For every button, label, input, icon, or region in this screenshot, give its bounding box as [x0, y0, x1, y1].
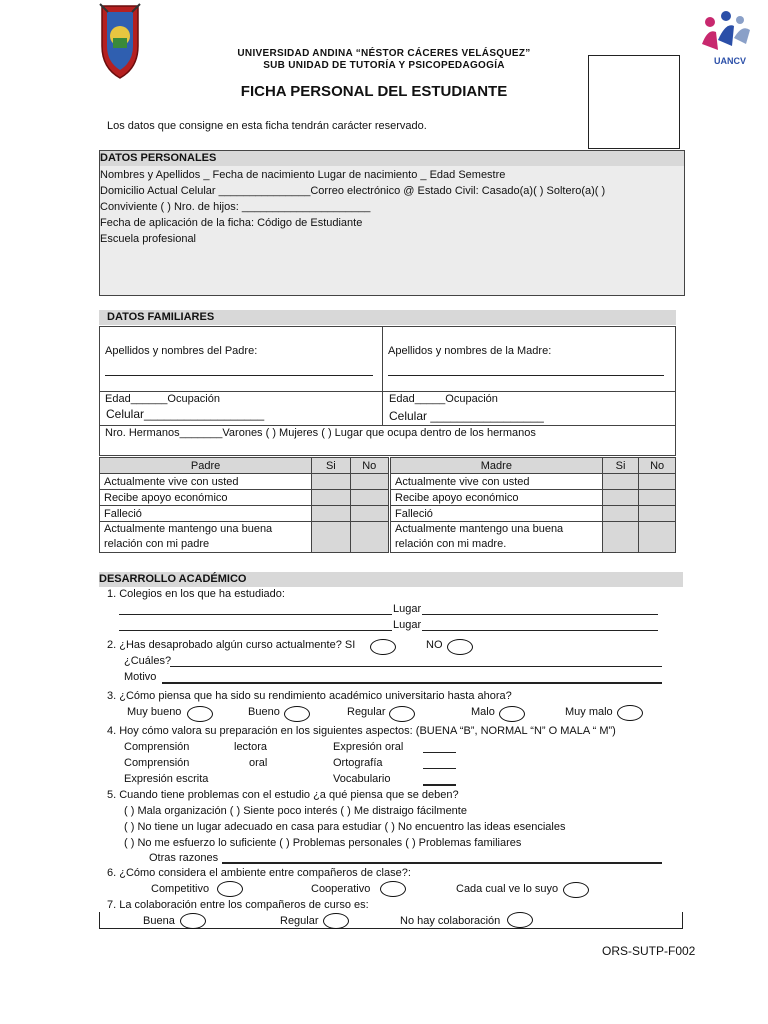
q3-good-oval[interactable]: [284, 706, 310, 722]
mother-row-relation: Actualmente mantengo una buena: [395, 523, 564, 535]
q5-problems: 5. Cuando tiene problemas con el estudio ¿a qué piensa que se deben?: [107, 789, 459, 801]
q3-opt-good: Bueno: [248, 706, 280, 718]
q4-reading-2: lectora: [234, 741, 268, 753]
mother-relation-no[interactable]: [639, 522, 676, 553]
father-name-label: Apellidos y nombres del Padre:: [105, 345, 258, 357]
siblings-line: Nro. Hermanos_______Varones ( ) Mujeres ( ) Lugar que ocupa dentro de los hermanos: [105, 427, 536, 439]
father-si-header: Si: [312, 458, 350, 474]
q6-competitive-oval[interactable]: [217, 881, 243, 897]
parents-hline: [100, 391, 675, 392]
mother-support-no[interactable]: [639, 490, 676, 506]
mother-deceased-si[interactable]: [602, 506, 639, 522]
confidentiality-notice: Los datos que consigne en esta ficha tendrán carácter reservado.: [107, 120, 427, 132]
father-row-deceased: Falleció: [100, 506, 312, 522]
q4-spelling: Ortografía: [333, 757, 383, 769]
q2-reason-line[interactable]: [162, 682, 662, 684]
father-row-relation-2: relación con mi padre: [104, 538, 210, 550]
parents-divider: [382, 327, 383, 425]
unit-name: SUB UNIDAD DE TUTORÍA Y PSICOPEDAGOGÍA: [263, 60, 505, 71]
photo-box: [588, 55, 680, 149]
q4-writing: Expresión escrita: [124, 773, 209, 785]
mother-col-header: Madre: [391, 458, 603, 474]
personal-data-section: [99, 150, 685, 296]
q2-failed-course: 2. ¿Has desaprobado algún curso actualmente? SI: [107, 639, 356, 651]
uancv-logo-text: UANCV: [714, 56, 747, 66]
siblings-hline: [100, 425, 675, 426]
father-row-support: Recibe apoyo económico: [100, 490, 312, 506]
father-support-si[interactable]: [312, 490, 350, 506]
father-relation-no[interactable]: [350, 522, 389, 553]
father-age-occupation: Edad______Ocupación: [105, 393, 220, 405]
school-line-1[interactable]: [119, 614, 392, 615]
q7-opt-good: Buena: [143, 915, 175, 927]
mother-row-lives: Actualmente vive con usted: [391, 474, 603, 490]
academic-heading: DESARROLLO ACADÉMICO: [99, 572, 683, 587]
q4-preparation: 4. Hoy cómo valora su preparación en los siguientes aspectos: (BUENA “B”, NORMAL “N” O MALA “ M”): [107, 725, 616, 737]
school-line-2[interactable]: [119, 630, 392, 631]
father-relation-si[interactable]: [312, 522, 350, 553]
mother-relation-si[interactable]: [602, 522, 639, 553]
q7-good-oval[interactable]: [180, 913, 206, 929]
father-name-line[interactable]: [105, 375, 373, 376]
school-place-line-1[interactable]: [422, 614, 658, 615]
q3-regular-oval[interactable]: [389, 706, 415, 722]
mother-deceased-no[interactable]: [639, 506, 676, 522]
father-deceased-no[interactable]: [350, 506, 389, 522]
q3-opt-very-good: Muy bueno: [127, 706, 182, 718]
personal-line-school: Escuela profesional: [100, 233, 197, 245]
mother-si-header: Si: [602, 458, 639, 474]
father-cellphone: Celular__________________: [106, 407, 265, 421]
personal-line-address: Domicilio Actual Celular _______________Correo electrónico @ Estado Civil: Casado(a)( ) Soltero(a)( ): [100, 185, 606, 197]
q3-very-good-oval[interactable]: [187, 706, 213, 722]
q7-collaboration: 7. La colaboración entre los compañeros de curso es:: [107, 899, 369, 911]
father-row-lives: Actualmente vive con usted: [100, 474, 312, 490]
q4-vocabulary-line[interactable]: [423, 784, 456, 786]
q4-oral-line[interactable]: [423, 752, 456, 753]
mother-lives-si[interactable]: [602, 474, 639, 490]
q5-other-label: Otras razones: [149, 852, 219, 864]
mother-row-deceased: Falleció: [391, 506, 603, 522]
father-lives-si[interactable]: [312, 474, 350, 490]
mother-name-line[interactable]: [388, 375, 664, 376]
q6-environment: 6. ¿Cómo considera el ambiente entre compañeros de clase?:: [107, 867, 411, 879]
school-place-label-2: Lugar: [393, 619, 422, 631]
q4-listening-1: Comprensión: [124, 757, 190, 769]
father-table: [99, 457, 389, 553]
q6-opt-cooperative: Cooperativo: [311, 883, 371, 895]
personal-line-names: Nombres y Apellidos _ Fecha de nacimiento Lugar de nacimiento _ Edad Semestre: [100, 169, 506, 181]
q5-options-1: ( ) Mala organización ( ) Siente poco interés ( ) Me distraigo fácilmente: [124, 805, 467, 817]
personal-data-heading: DATOS PERSONALES: [100, 151, 684, 166]
q7-regular-oval[interactable]: [323, 913, 349, 929]
father-lives-no[interactable]: [350, 474, 389, 490]
q6-opt-individual: Cada cual ve lo suyo: [456, 883, 559, 895]
father-no-header: No: [350, 458, 389, 474]
q2-which-label: ¿Cuáles?: [124, 655, 172, 667]
q6-opt-competitive: Competitivo: [151, 883, 210, 895]
mother-no-header: No: [639, 458, 676, 474]
q2-which-line[interactable]: [170, 666, 662, 667]
personal-line-children: Conviviente ( ) Nro. de hijos: _____________________: [100, 201, 371, 213]
q4-reading-1: Comprensión: [124, 741, 190, 753]
father-support-no[interactable]: [350, 490, 389, 506]
q2-no-label: NO: [426, 639, 443, 651]
mother-lives-no[interactable]: [639, 474, 676, 490]
q7-opt-regular: Regular: [280, 915, 319, 927]
family-data-heading: DATOS FAMILIARES: [99, 310, 676, 325]
mother-age-occupation: Edad_____Ocupación: [389, 393, 498, 405]
school-place-line-2[interactable]: [422, 630, 658, 631]
q6-individual-oval[interactable]: [563, 882, 589, 898]
mother-name-label: Apellidos y nombres de la Madre:: [388, 345, 552, 357]
q3-opt-very-bad: Muy malo: [565, 706, 613, 718]
form-title: FICHA PERSONAL DEL ESTUDIANTE: [240, 83, 508, 100]
school-place-label-1: Lugar: [393, 603, 422, 615]
q4-spelling-line[interactable]: [423, 768, 456, 769]
father-col-header: Padre: [100, 458, 312, 474]
university-name: UNIVERSIDAD ANDINA “NÉSTOR CÁCERES VELÁSQUEZ”: [237, 48, 531, 59]
q3-opt-bad: Malo: [471, 706, 495, 718]
q5-options-3: ( ) No me esfuerzo lo suficiente ( ) Problemas personales ( ) Problemas familiares: [124, 837, 522, 849]
q1-schools: 1. Colegios en los que ha estudiado:: [107, 588, 285, 600]
q4-oral: Expresión oral: [333, 741, 404, 753]
q3-bad-oval[interactable]: [499, 706, 525, 722]
mother-table: [390, 457, 676, 553]
father-deceased-si[interactable]: [312, 506, 350, 522]
q3-opt-regular: Regular: [347, 706, 386, 718]
father-row-relation: Actualmente mantengo una buena: [104, 523, 273, 535]
q4-listening-2: oral: [249, 757, 268, 769]
q2-reason-label: Motivo: [124, 671, 157, 683]
q3-performance: 3. ¿Cómo piensa que ha sido su rendimiento académico universitario hasta ahora?: [107, 690, 512, 702]
q3-very-bad-oval[interactable]: [617, 705, 643, 721]
form-code: ORS-SUTP-F002: [602, 944, 696, 958]
q2-yes-oval[interactable]: [370, 639, 396, 655]
q5-options-2: ( ) No tiene un lugar adecuado en casa para estudiar ( ) No encuentro las ideas esenciales: [124, 821, 566, 833]
q7-none-oval[interactable]: [507, 912, 533, 928]
mother-cellphone: Celular _________________: [389, 409, 544, 423]
mother-row-support: Recibe apoyo económico: [391, 490, 603, 506]
mother-row-relation-2: relación con mi madre.: [395, 538, 507, 550]
q2-no-oval[interactable]: [447, 639, 473, 655]
family-parents-box: [99, 326, 676, 456]
q4-vocabulary: Vocabulario: [333, 773, 391, 785]
q6-cooperative-oval[interactable]: [380, 881, 406, 897]
mother-support-si[interactable]: [602, 490, 639, 506]
q5-other-line[interactable]: [222, 862, 662, 864]
personal-line-date: Fecha de aplicación de la ficha: Código de Estudiante: [100, 217, 363, 229]
q7-opt-none: No hay colaboración: [400, 915, 501, 927]
